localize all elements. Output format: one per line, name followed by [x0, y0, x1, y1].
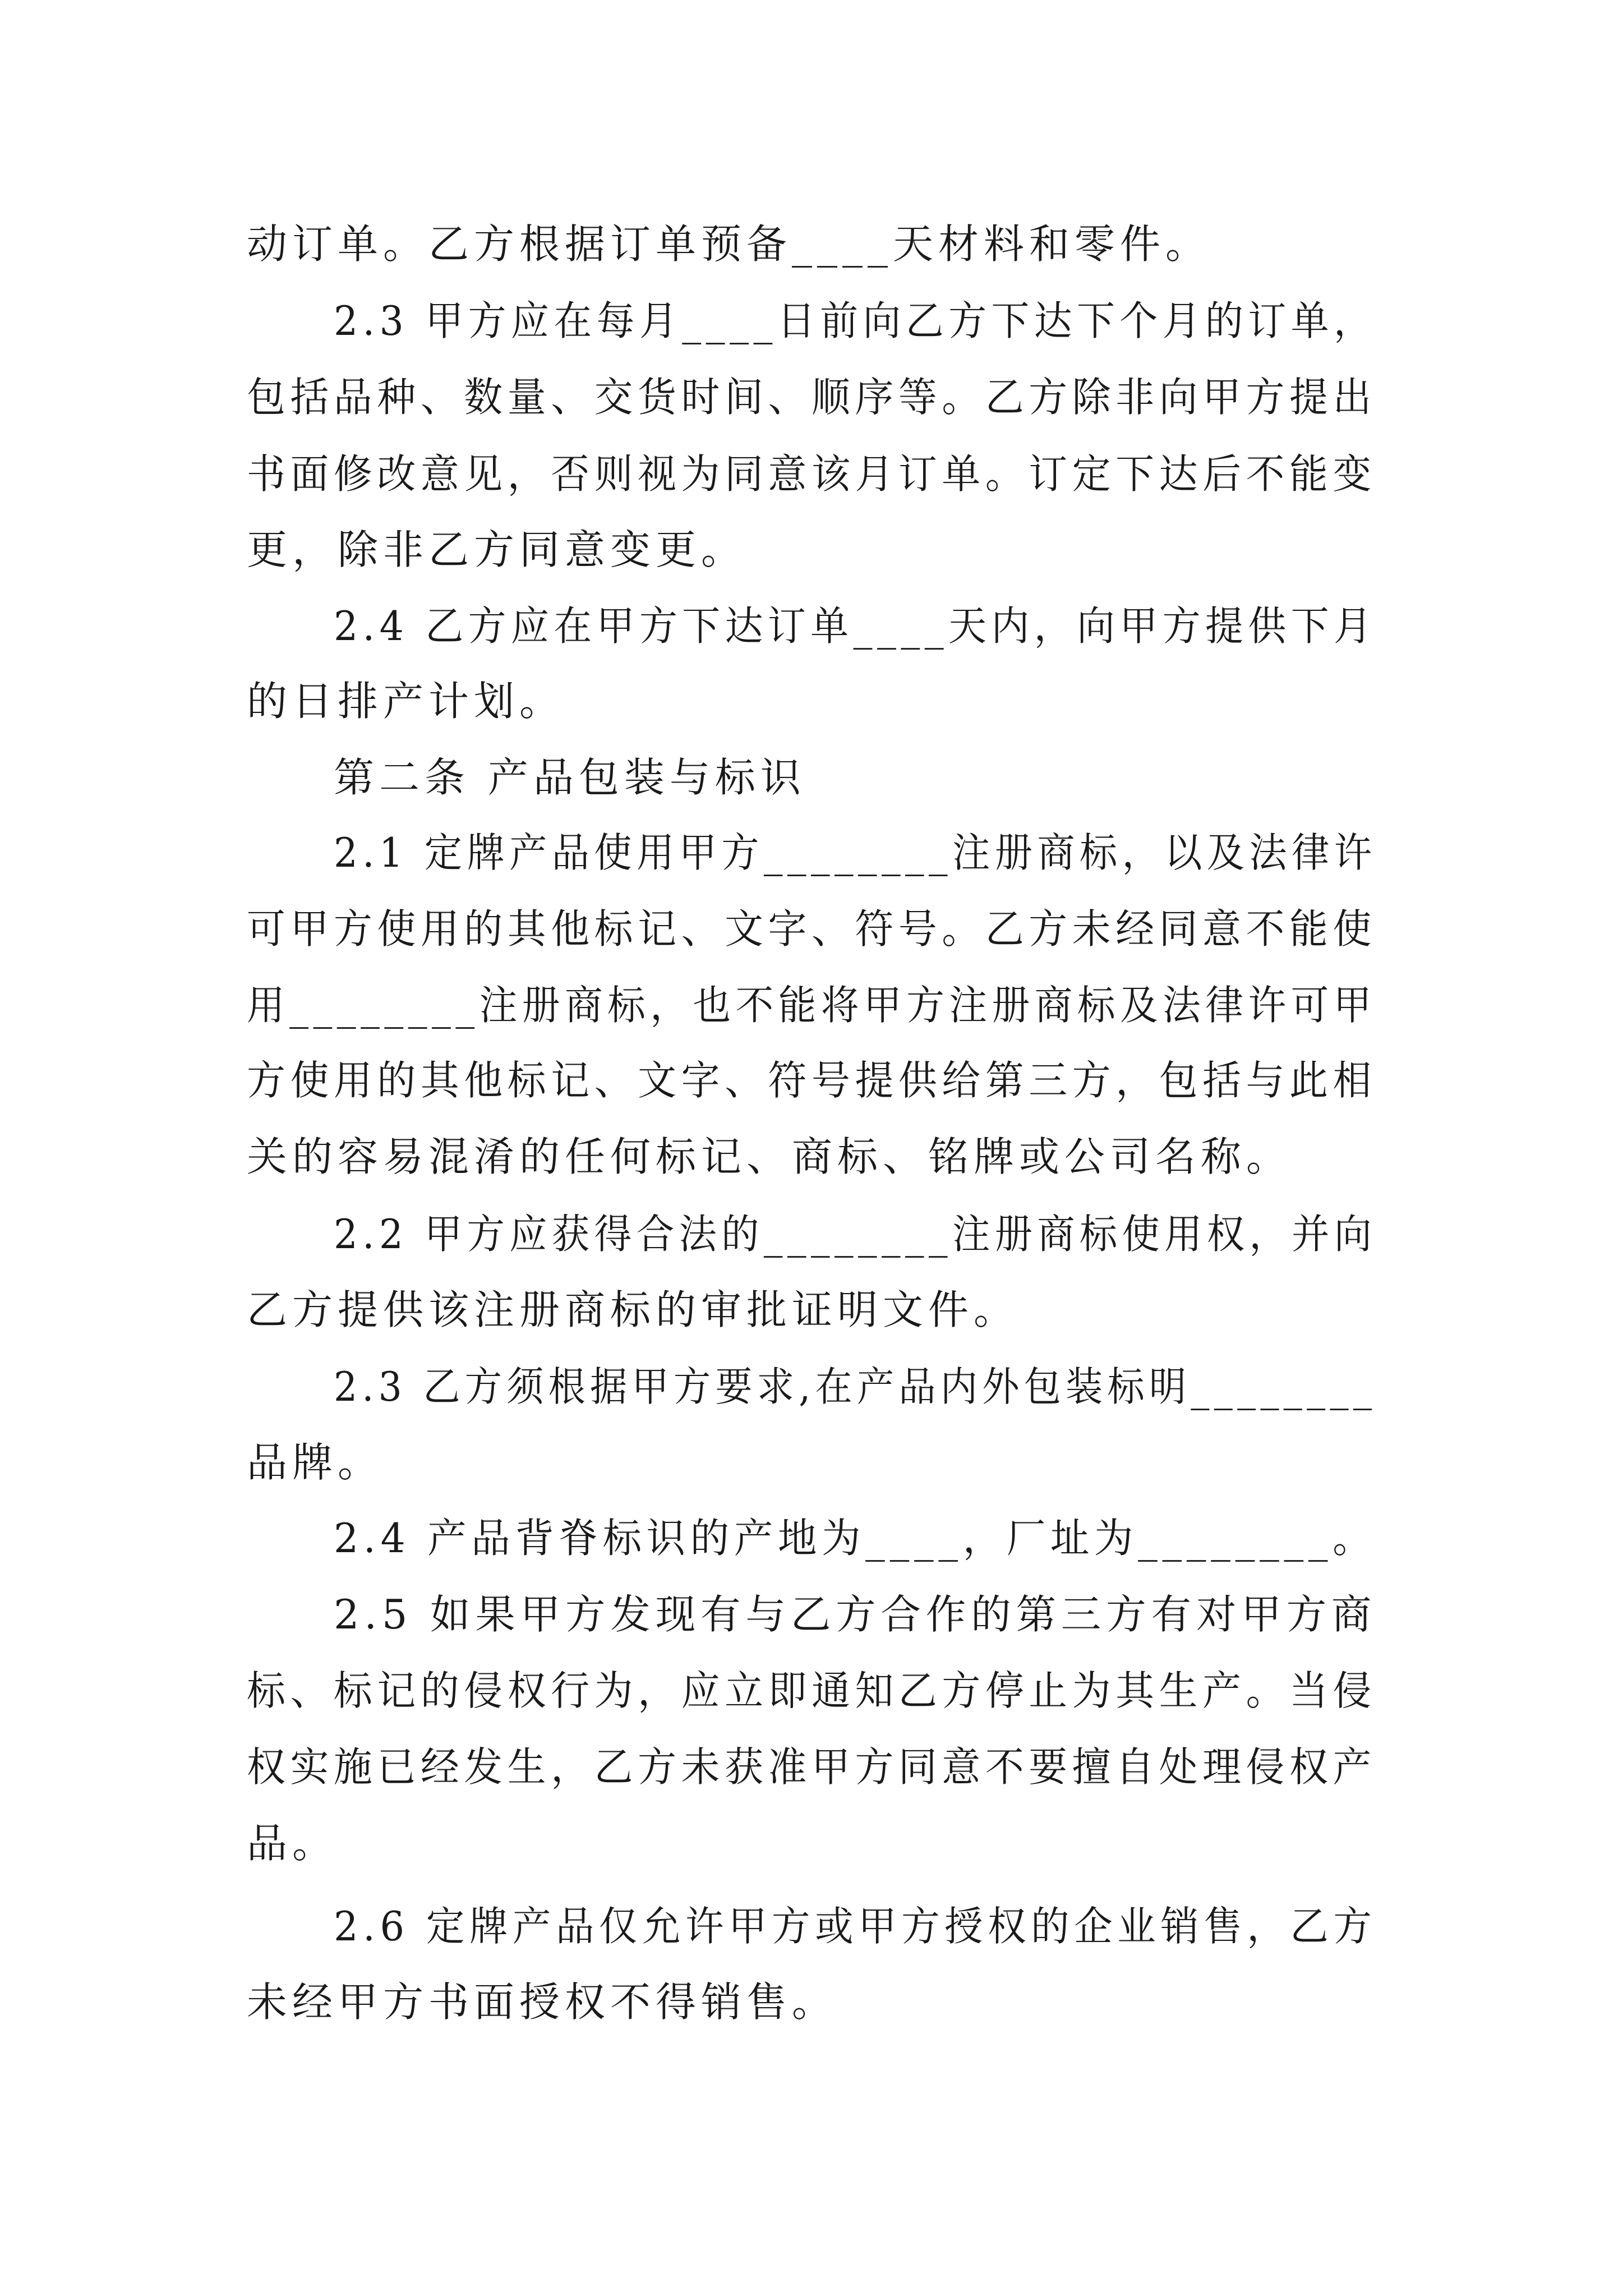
text-line: 未经甲方书面授权不得销售。: [247, 1978, 838, 2026]
clause-2-2-line: 2.2 甲方应获得合法的________注册商标使用权，并向: [334, 1211, 1377, 1258]
clause-2-6-line: 2.6 定牌产品仅允许甲方或甲方授权的企业销售，乙方: [334, 1903, 1377, 1950]
text-line: 包括品种、数量、交货时间、顺序等。乙方除非向甲方提出: [247, 374, 1376, 421]
text-line: 更，除非乙方同意变更。: [247, 526, 747, 573]
clause-2-4-line: 2.4 乙方应在甲方下达订单____天内，向甲方提供下月: [334, 602, 1377, 650]
section-heading: 第二条 产品包装与标识: [334, 754, 806, 801]
text-line: 的日排产计划。: [247, 678, 565, 725]
text-line: 标、标记的侵权行为，应立即通知乙方停止为其生产。当侵: [247, 1667, 1376, 1714]
text-line: 可甲方使用的其他标记、文字、符号。乙方未经同意不能使: [247, 905, 1376, 953]
text-line: 书面修改意见，否则视为同意该月订单。订定下达后不能变: [247, 450, 1376, 498]
text-line: 方使用的其他标记、文字、符号提供给第三方，包括与此相: [247, 1057, 1376, 1104]
clause-2-4-line: 2.4 产品背脊标识的产地为____，厂址为________。: [334, 1515, 1377, 1562]
text-line: 品。: [247, 1820, 338, 1867]
clause-2-1-line: 2.1 定牌产品使用甲方________注册商标，以及法律许: [334, 829, 1377, 876]
text-line: 动订单。乙方根据订单预备____天材料和零件。: [247, 220, 1211, 268]
text-line: 用________注册商标，也不能将甲方注册商标及法律许可甲: [247, 982, 1376, 1029]
text-line: 品牌。: [247, 1439, 384, 1486]
clause-2-3-line: 2.3 乙方须根据甲方要求,在产品内外包装标明________: [334, 1363, 1377, 1410]
clause-2-3-line: 2.3 甲方应在每月____日前向乙方下达下个月的订单，: [334, 297, 1377, 344]
clause-2-5-line: 2.5 如果甲方发现有与乙方合作的第三方有对甲方商: [334, 1591, 1377, 1638]
text-line: 权实施已经发生，乙方未获准甲方同意不要擅自处理侵权产: [247, 1743, 1376, 1791]
text-line: 关的容易混淆的任何标记、商标、铭牌或公司名称。: [247, 1133, 1292, 1180]
text-line: 乙方提供该注册商标的审批证明文件。: [247, 1286, 1020, 1333]
